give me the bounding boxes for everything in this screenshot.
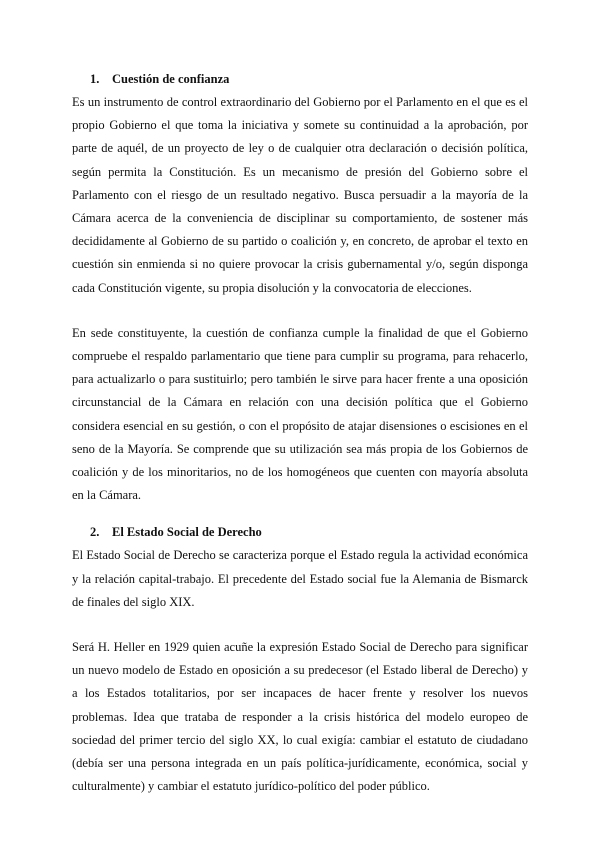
paragraph-spacer [72,614,528,636]
paragraph: Será H. Heller en 1929 quien acuñe la expresión Estado Social de Derecho para significar un nuevo modelo de Estado en oposición a su predecesor (el Estado liberal de Derecho) y a los Estados totalitarios, por ser incapaces de hacer frente y resolver los nuevos problemas. Idea que trataba de responder a la crisis histórica del modelo europeo de sociedad del primer tercio del siglo XX, lo cual exigía: cambiar el estatuto de ciudadano (debía ser una persona integrada en un país política-jurídicamente, económica, social y culturalmente) y cambiar el estatuto jurídico-político del poder público. [72,640,528,794]
section-spacer [72,507,528,521]
section-heading-confidence [90,68,528,91]
section-heading-social-state [90,521,528,544]
section-number: 1. [90,72,100,86]
section-title: Cuestión de confianza [112,72,230,86]
paragraph: Es un instrumento de control extraordinario del Gobierno por el Parlamento en el que es el propio Gobierno el que toma la iniciativa y somete su continuidad a la aprobación, por parte de aquél, de un proyecto de ley o de cualquier otra declaración o decisión política, según permita la Constitución. Es un mecanismo de presión del Gobierno sobre el Parlamento con el riesgo de un resultado negativo. Busca persuadir a la mayoría de la Cámara acerca de la conveniencia de disciplinar su comportamiento, de sostener más decididamente al Gobierno de su partido o coalición y, en concreto, de aprobar el texto en cuestión sin enmienda si no quiere provocar la crisis gubernamental y/o, según disponga cada Constitución vigente, su propia disolución y la convocatoria de elecciones. [72,95,528,295]
paragraph: El Estado Social de Derecho se caracteriza porque el Estado regula la actividad económica y la relación capital-trabajo. El precedente del Estado social fue la Alemania de Bismarck de finales del siglo XIX. [72,548,528,609]
paragraph: En sede constituyente, la cuestión de confianza cumple la finalidad de que el Gobierno compruebe el respaldo parlamentario que tiene para cumplir su programa, para rehacerlo, para actualizarlo o para sustituirlo; pero también le sirve para hacer frente a una oposición circunstancial de la Cámara en relación con una decisión política que el Gobierno considera esencial en su gestión, o con el propósito de atajar disensiones o escisiones en el seno de la Mayoría. Se comprende que su utilización sea más propia de los Gobiernos de coalición y de los minoritarios, no de los homogéneos que cuenten con mayoría absoluta en la Cámara. [72,325,528,503]
section-title: El Estado Social de Derecho [112,525,262,540]
paragraph-spacer [72,300,528,322]
section-number: 2. [90,525,100,540]
